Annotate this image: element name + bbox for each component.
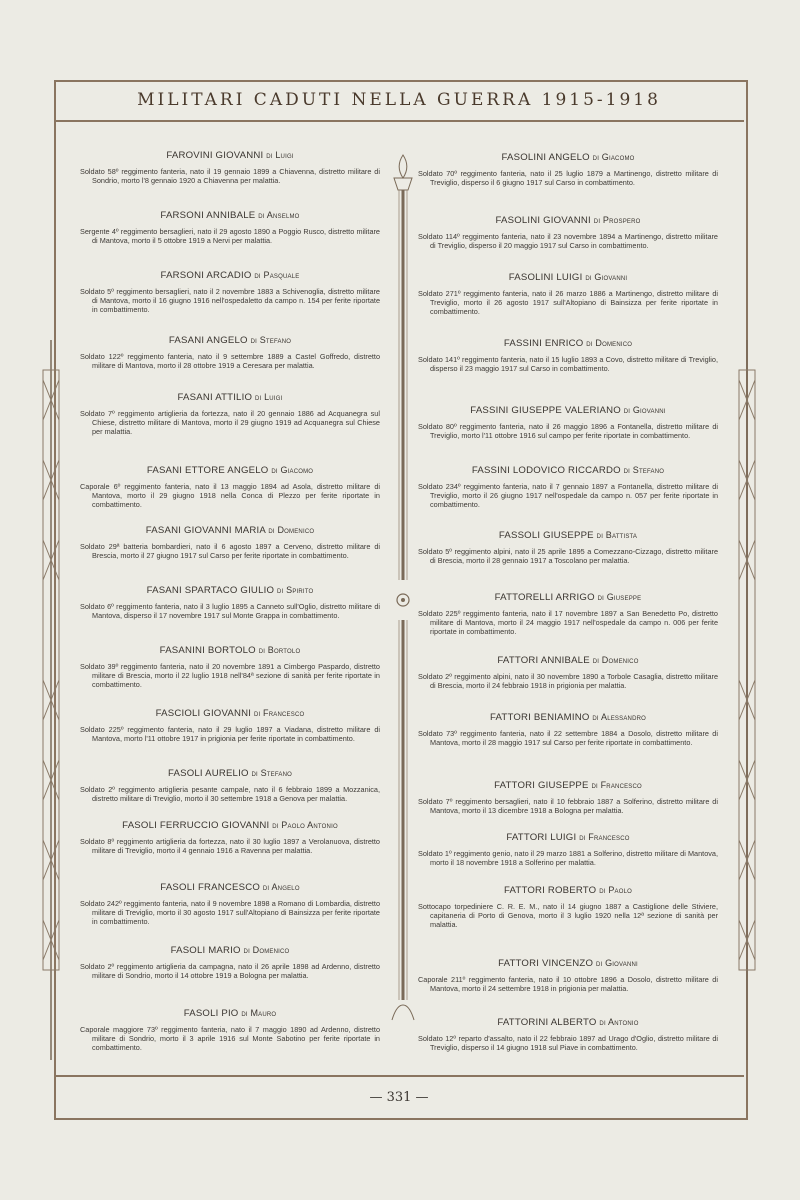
soldier-entry	[418, 958, 718, 993]
soldier-name: FASOLI FRANCESCO	[160, 882, 260, 893]
soldier-record-text: Soldato 225º reggimento fanteria, nato il 29 luglio 1897 a Viadana, distretto militare di Mantova, morto l'11 ottobre 1917 in prigionia per ferite riportate in combattimento.	[80, 725, 380, 743]
soldier-name-line	[80, 585, 380, 596]
soldier-entry	[80, 392, 380, 436]
soldier-record-text: Soldato 141º reggimento fanteria, nato il 15 luglio 1893 a Covo, distretto militare di Treviglio, disperso il 23 maggio 1917 sul Carso in combattimento.	[418, 355, 718, 373]
page-number: — 331 —	[369, 1089, 429, 1105]
soldier-name: FASSOLI GIUSEPPE	[498, 530, 594, 541]
soldier-entry	[418, 592, 718, 636]
soldier-record-text: Soldato 5º reggimento bersaglieri, nato il 2 novembre 1883 a Schivenoglia, distretto militare di Mantova, morto il 16 giugno 1916 nell'ospedaletto da campo n. 154 per ferite riportate in combattimento.	[80, 287, 380, 314]
soldier-name: FATTORI BENIAMINO	[489, 712, 590, 723]
soldier-entry	[418, 338, 718, 373]
soldier-name: FASANI ATTILIO	[177, 392, 253, 403]
soldier-entry	[80, 270, 380, 314]
soldier-entry	[80, 525, 380, 560]
father-name: di Domenico	[592, 655, 639, 665]
soldier-entry	[80, 150, 380, 185]
father-name: di Alessandro	[592, 712, 647, 722]
soldier-name-line	[80, 768, 380, 779]
soldier-name-line	[80, 270, 380, 281]
soldier-name: FAROVINI GIOVANNI	[166, 150, 264, 161]
soldier-record-text: Soldato 73º reggimento fanteria, nato il 22 settembre 1884 a Dosolo, distretto militare di Mantova, morto il 28 maggio 1917 sul Carso per ferite riportate in combattimento.	[418, 729, 718, 747]
soldier-name-line	[418, 832, 718, 843]
soldier-name: FASOLI PIO	[183, 1008, 239, 1019]
soldier-record-text: Caporale 6º reggimento fanteria, nato il 13 maggio 1894 ad Asola, distretto militare di Mantova, morto il 29 giugno 1918 nella Conca di Plezzo per ferite riportate in combattimento.	[80, 482, 380, 509]
father-name: di Giovanni	[585, 272, 628, 282]
soldier-name-line	[80, 465, 380, 476]
soldier-name-line	[418, 405, 718, 416]
soldier-name-line	[418, 712, 718, 723]
soldier-record-text: Caporale 211º reggimento fanteria, nato il 10 ottobre 1896 a Dosolo, distretto militare di Mantova, morto il 24 settembre 1918 in prigionia per malattia.	[418, 975, 718, 993]
soldier-record-text: Soldato 122º reggimento fanteria, nato il 9 settembre 1889 a Castel Goffredo, distretto militare di Mantova, morto il 28 ottobre 1919 a Ceresara per malattia.	[80, 352, 380, 370]
soldier-name-line	[80, 708, 380, 719]
soldier-entry	[418, 272, 718, 316]
soldier-record-text: Soldato 271º reggimento fanteria, nato il 26 marzo 1886 a Martinengo, distretto militare di Treviglio, morto il 26 agosto 1917 sull'Altopiano di Bainsizza per ferite riportate in combattimento.	[418, 289, 718, 316]
soldier-name-line	[418, 152, 718, 163]
page-title: MILITARI CADUTI NELLA GUERRA 1915-1918	[137, 90, 661, 110]
soldier-name: FASSINI GIUSEPPE VALERIANO	[470, 405, 621, 416]
soldier-entry	[418, 780, 718, 815]
soldier-name-line	[418, 1017, 718, 1028]
father-name: di Luigi	[266, 150, 294, 160]
soldier-name-line	[418, 530, 718, 541]
soldier-entry	[418, 1017, 718, 1052]
soldier-entry	[418, 465, 718, 509]
soldier-name: FASOLINI ANGELO	[501, 152, 590, 163]
soldier-name-line	[418, 655, 718, 666]
father-name: di Prospero	[593, 215, 641, 225]
soldier-record-text: Soldato 7º reggimento bersaglieri, nato il 10 febbraio 1887 a Solferino, distretto militare di Mantova, morto il 13 dicembre 1918 a Bologna per malattia.	[418, 797, 718, 815]
soldier-name: FATTORI ROBERTO	[503, 885, 597, 896]
soldier-record-text: Soldato 2º reggimento artiglieria da campagna, nato il 26 aprile 1898 ad Ardenno, distretto militare di Sondrio, morto il 14 ottobre 1919 a Bologna per malattia.	[80, 962, 380, 980]
soldier-name: FATTORI VINCENZO	[498, 958, 594, 969]
soldier-entry	[80, 1008, 380, 1052]
father-name: di Stefano	[623, 465, 665, 475]
soldier-record-text: Soldato 39º reggimento fanteria, nato il 20 novembre 1891 a Cimbergo Paspardo, distretto militare di Brescia, morto il 22 luglio 1918 nell'84ª sezione di sanità per ferite riportate in combattimento.	[80, 662, 380, 689]
father-name: di Domenico	[268, 525, 315, 535]
soldier-name: FASANI ANGELO	[168, 335, 248, 346]
father-name: di Domenico	[586, 338, 633, 348]
page-footer	[54, 1075, 744, 1117]
soldier-entry	[80, 820, 380, 855]
father-name: di Domenico	[243, 945, 290, 955]
soldier-entry	[418, 832, 718, 867]
soldier-record-text: Soldato 58º reggimento fanteria, nato il 19 gennaio 1899 a Chiavenna, distretto militare di Sondrio, morto l'8 gennaio 1920 a Chiavenna per malattia.	[80, 167, 380, 185]
father-name: di Bortolo	[258, 645, 301, 655]
soldier-entry	[418, 530, 718, 565]
soldier-name-line	[80, 150, 380, 161]
soldier-name-line	[80, 882, 380, 893]
soldier-record-text: Sergente 4º reggimento bersaglieri, nato il 29 agosto 1890 a Poggio Rusco, distretto militare di Mantova, morto il 5 ottobre 1919 a Nervi per malattia.	[80, 227, 380, 245]
right-lattice-ornament	[734, 340, 760, 1060]
soldier-entry	[80, 465, 380, 509]
soldier-record-text: Soldato 80º reggimento fanteria, nato il 26 maggio 1896 a Fontanella, distretto militare di Treviglio, morto l'11 ottobre 1916 sul campo per ferite riportate in combattimento.	[418, 422, 718, 440]
father-name: di Angelo	[262, 882, 300, 892]
father-name: di Spirito	[277, 585, 314, 595]
soldier-name: FASOLI MARIO	[170, 945, 241, 956]
soldier-name-line	[80, 820, 380, 831]
soldier-name: FASOLI AURELIO	[167, 768, 249, 779]
soldier-name-line	[418, 592, 718, 603]
father-name: di Giacomo	[271, 465, 314, 475]
soldier-name-line	[80, 645, 380, 656]
father-name: di Stefano	[251, 768, 293, 778]
soldier-name: FATTORELLI ARRIGO	[494, 592, 595, 603]
soldier-name-line	[80, 1008, 380, 1019]
soldier-entry	[80, 335, 380, 370]
soldier-entry	[80, 768, 380, 803]
soldier-record-text: Soldato 5º reggimento alpini, nato il 25 aprile 1895 a Comezzano-Cizzago, distretto militare di Brescia, morto il 28 gennaio 1917 a Toscolano per malattia.	[418, 547, 718, 565]
father-name: di Paolo	[599, 885, 633, 895]
soldier-entry	[418, 215, 718, 250]
father-name: di Antonio	[599, 1017, 639, 1027]
father-name: di Pasquale	[254, 270, 300, 280]
soldier-record-text: Soldato 1º reggimento genio, nato il 29 marzo 1881 a Solferino, distretto militare di Mantova, morto il 18 novembre 1918 a Solferino per malattia.	[418, 849, 718, 867]
soldier-name-line	[418, 465, 718, 476]
soldier-name: FASANI SPARTACO GIULIO	[146, 585, 275, 596]
soldier-name: FATTORI ANNIBALE	[497, 655, 590, 666]
father-name: di Francesco	[579, 832, 630, 842]
soldier-entry	[418, 152, 718, 187]
soldier-name: FASSINI LODOVICO RICCARDO	[471, 465, 621, 476]
soldier-record-text: Soldato 8º reggimento artiglieria da fortezza, nato il 30 luglio 1897 a Verolanuova, distretto militare di Treviglio, morto il 4 gennaio 1916 a Ravenna per malattia.	[80, 837, 380, 855]
soldier-entry	[418, 885, 718, 929]
soldier-name-line	[418, 780, 718, 791]
soldier-name-line	[80, 945, 380, 956]
father-name: di Stefano	[250, 335, 292, 345]
soldier-entry	[80, 585, 380, 620]
soldier-record-text: Soldato 2º reggimento alpini, nato il 30 novembre 1890 a Torbole Casaglia, distretto militare di Brescia, morto il 24 febbraio 1918 in prigionia per malattia.	[418, 672, 718, 690]
soldier-record-text: Soldato 29ª batteria bombardieri, nato il 6 agosto 1897 a Cerveno, distretto militare di Brescia, morto il 27 giugno 1917 sul Carso per ferite riportate in combattimento.	[80, 542, 380, 560]
soldier-name: FATTORINI ALBERTO	[497, 1017, 597, 1028]
father-name: di Francesco	[591, 780, 642, 790]
soldier-name-line	[418, 215, 718, 226]
father-name: di Giuseppe	[597, 592, 642, 602]
soldier-entry	[418, 405, 718, 440]
soldier-record-text: Sottocapo torpediniere C. R. E. M., nato il 14 giugno 1887 a Castiglione delle Stiviere, capitaneria di Porto di Genova, morto il 3 luglio 1920 nella 12ª sezione di sanità per malattia.	[418, 902, 718, 929]
left-lattice-ornament	[38, 340, 64, 1060]
father-name: di Anselmo	[258, 210, 300, 220]
soldier-name: FASANI GIOVANNI MARIA	[145, 525, 266, 536]
soldier-record-text: Soldato 234º reggimento fanteria, nato il 7 gennaio 1897 a Fontanella, distretto militare di Treviglio, morto il 26 giugno 1917 nell'ospedale da campo n. 057 per ferite riportate in combattimento.	[418, 482, 718, 509]
soldier-name-line	[418, 338, 718, 349]
soldier-record-text: Soldato 7º reggimento artiglieria da fortezza, nato il 20 gennaio 1886 ad Acquanegra sul Chiese, distretto militare di Mantova, morto il 29 giugno 1919 ad Acquanegra sul Chiese per malattia.	[80, 409, 380, 436]
father-name: di Battista	[596, 530, 638, 540]
page-header	[54, 80, 744, 122]
soldier-name-line	[80, 335, 380, 346]
soldier-name: FARSONI ANNIBALE	[160, 210, 256, 221]
soldier-record-text: Soldato 70º reggimento fanteria, nato il 25 luglio 1879 a Martinengo, distretto militare di Treviglio, disperso il 6 giugno 1917 sul Carso in combattimento.	[418, 169, 718, 187]
soldier-name: FASOLI FERRUCCIO GIOVANNI	[122, 820, 270, 831]
soldier-entry	[80, 708, 380, 743]
father-name: di Paolo Antonio	[272, 820, 338, 830]
soldier-name-line	[80, 210, 380, 221]
father-name: di Francesco	[253, 708, 305, 718]
soldier-name-line	[418, 958, 718, 969]
father-name: di Luigi	[255, 392, 283, 402]
soldier-name-line	[418, 885, 718, 896]
father-name: di Giacomo	[592, 152, 635, 162]
soldier-name: FARSONI ARCADIO	[160, 270, 252, 281]
soldier-entry	[80, 882, 380, 926]
father-name: di Mauro	[241, 1008, 277, 1018]
soldier-entry	[80, 210, 380, 245]
soldier-entry	[418, 655, 718, 690]
soldier-entry	[418, 712, 718, 747]
soldier-entry	[80, 645, 380, 689]
soldier-record-text: Soldato 6º reggimento fanteria, nato il 3 luglio 1895 a Canneto sull'Oglio, distretto militare di Mantova, disperso il 17 novembre 1917 sul Monte Grappa in combattimento.	[80, 602, 380, 620]
soldier-record-text: Soldato 225º reggimento fanteria, nato il 17 novembre 1897 a San Benedetto Po, distretto militare di Mantova, morto il 24 maggio 1917 nell'ospedale da campo n. 006 per ferite riportate in combattimento.	[418, 609, 718, 636]
soldier-name: FASCIOLI GIOVANNI	[155, 708, 252, 719]
father-name: di Giovanni	[623, 405, 666, 415]
soldier-record-text: Soldato 2º reggimento artiglieria pesante campale, nato il 6 febbraio 1899 a Mozzanica, distretto militare di Treviglio, morto il 30 settembre 1918 a Genova per malattia.	[80, 785, 380, 803]
soldier-name: FASSINI ENRICO	[503, 338, 584, 349]
soldier-record-text: Caporale maggiore 73º reggimento fanteria, nato il 7 maggio 1890 ad Ardenno, distretto militare di Sondrio, morto il 3 aprile 1916 sul Monte Sabotino per ferite riportate in combattimento.	[80, 1025, 380, 1052]
soldier-name: FASOLINI LUIGI	[508, 272, 583, 283]
soldier-name-line	[418, 272, 718, 283]
soldier-name-line	[80, 525, 380, 536]
soldier-entry	[80, 945, 380, 980]
soldier-name: FATTORI GIUSEPPE	[494, 780, 589, 791]
soldier-name: FASANI ETTORE ANGELO	[146, 465, 269, 476]
soldier-record-text: Soldato 242º reggimento fanteria, nato il 9 novembre 1898 a Romano di Lombardia, distretto militare di Treviglio, morto il 30 agosto 1917 sull'Altopiano di Bainsizza per ferite riportate in combattimento.	[80, 899, 380, 926]
soldier-name-line	[80, 392, 380, 403]
torch-divider-ornament	[388, 150, 418, 1030]
soldier-name: FASOLINI GIOVANNI	[495, 215, 591, 226]
soldier-record-text: Soldato 114º reggimento fanteria, nato il 23 novembre 1894 a Martinengo, distretto militare di Treviglio, disperso il 20 maggio 1917 sul Carso in combattimento.	[418, 232, 718, 250]
father-name: di Giovanni	[596, 958, 638, 968]
soldier-name: FASANINI BORTOLO	[159, 645, 256, 656]
soldier-record-text: Soldato 12º reparto d'assalto, nato il 22 febbraio 1897 ad Urago d'Oglio, distretto militare di Treviglio, disperso il 14 giugno 1918 sul Piave in combattimento.	[418, 1034, 718, 1052]
soldier-name: FATTORI LUIGI	[506, 832, 577, 843]
